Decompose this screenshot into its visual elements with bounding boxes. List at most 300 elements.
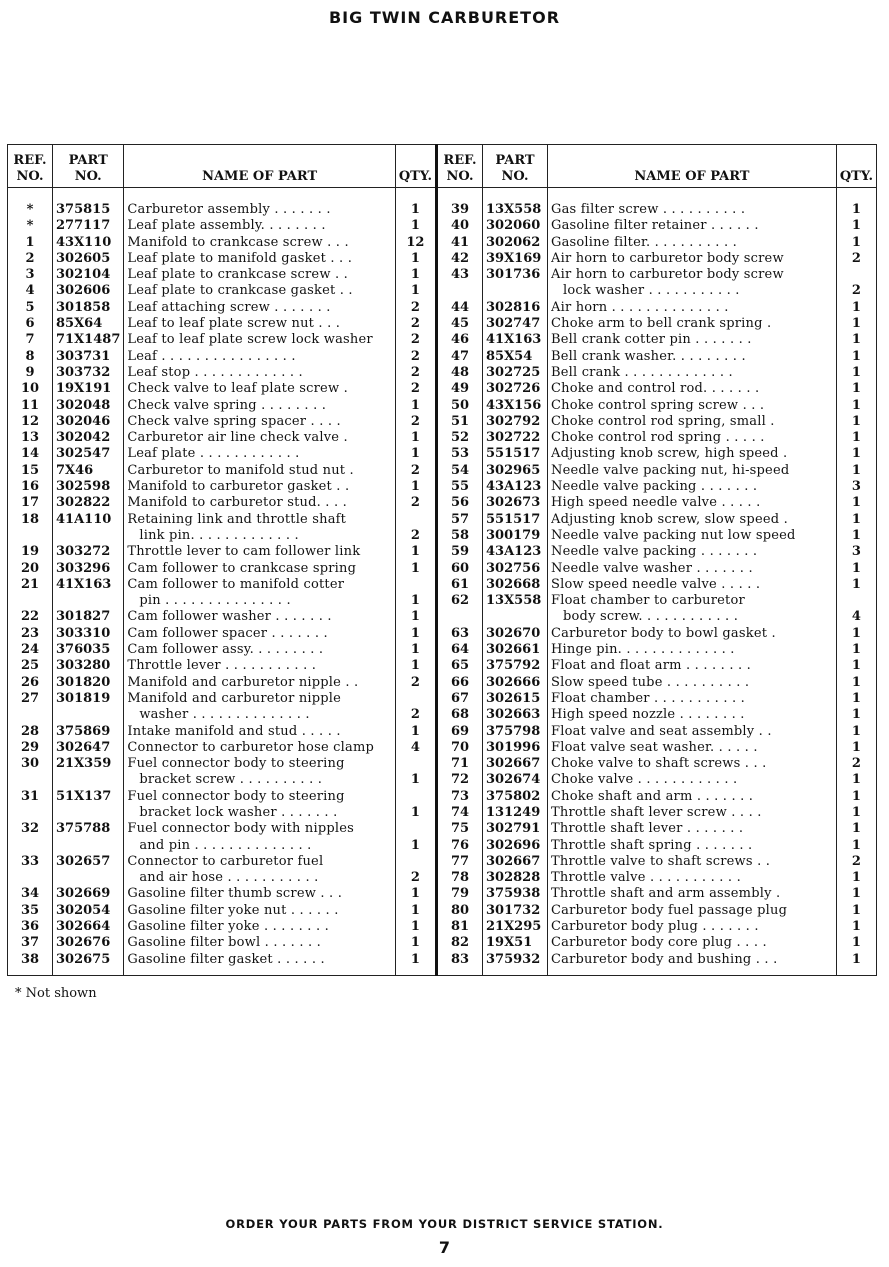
ref-no: 5 — [25, 299, 35, 315]
ref-no: 6 — [25, 316, 35, 332]
ref-no: 58 — [450, 527, 470, 543]
quantity: 1 — [851, 837, 861, 853]
table-header-row — [438, 145, 877, 188]
page-number: 7 — [438, 1238, 451, 1257]
part-no: 302791 — [486, 821, 541, 837]
spacer — [399, 512, 432, 528]
quantity: 1 — [410, 202, 420, 217]
part-name: Check valve to leaf plate screw . — [127, 381, 348, 397]
quantity: 1 — [410, 430, 420, 446]
quantity: 1 — [851, 234, 861, 250]
ref-no: 56 — [450, 495, 470, 511]
part-name: Carburetor body to bowl gasket . — [551, 625, 776, 641]
part-name: link pin. . . . . . . . . . . . . — [139, 527, 299, 543]
part-name: Cam follower to manifold cotter — [127, 576, 345, 592]
part-no: 302661 — [486, 642, 541, 658]
part-no: 303272 — [56, 544, 111, 560]
header-part-no — [483, 145, 548, 188]
ref-no: 31 — [20, 788, 40, 804]
spacer — [399, 854, 432, 870]
part-name: lock washer . . . . . . . . . . . — [563, 283, 740, 299]
col-name — [124, 188, 396, 976]
part-no: 375792 — [486, 658, 541, 674]
quantity: 1 — [851, 951, 861, 967]
ref-no: 24 — [20, 642, 40, 658]
ref-no: 18 — [20, 511, 40, 527]
part-name: High speed nozzle . . . . . . . . — [551, 707, 745, 723]
part-no: 41X163 — [486, 332, 542, 348]
quantity: 1 — [851, 560, 861, 576]
spacer — [11, 707, 49, 723]
quantity: 1 — [410, 560, 420, 576]
quantity: 1 — [851, 316, 861, 332]
ref-no: 50 — [450, 397, 470, 413]
quantity: 2 — [410, 527, 420, 543]
ref-no: 77 — [450, 853, 470, 869]
part-name: and air hose . . . . . . . . . . . — [139, 870, 319, 886]
ref-no: 68 — [450, 707, 470, 723]
part-no: 303732 — [56, 364, 111, 380]
ref-no: 79 — [450, 886, 470, 902]
part-no: 551517 — [486, 511, 541, 527]
spacer — [56, 838, 120, 854]
part-name: Manifold to crankcase screw . . . — [127, 234, 349, 250]
col-part — [53, 188, 124, 976]
part-name: Connector to carburetor fuel — [127, 853, 324, 869]
quantity: 1 — [410, 446, 420, 462]
quantity: 1 — [851, 430, 861, 446]
header-part-line1: PART — [495, 153, 535, 168]
quantity: 1 — [851, 788, 861, 804]
part-name: Choke arm to bell crank spring . — [551, 316, 772, 332]
part-name: Air horn to carburetor body screw — [551, 267, 784, 283]
part-name: Manifold to carburetor gasket . . — [127, 479, 350, 495]
part-name: Float chamber . . . . . . . . . . . — [551, 690, 745, 706]
part-name: Needle valve packing nut, hi-speed — [551, 462, 790, 478]
ref-no: 34 — [20, 886, 40, 902]
spacer — [56, 805, 120, 821]
part-name: Needle valve packing nut low speed — [551, 527, 796, 543]
part-name: Carburetor body plug . . . . . . . — [551, 919, 759, 935]
part-no: 302670 — [486, 625, 541, 641]
ref-no: 76 — [450, 837, 470, 853]
spacer — [399, 577, 432, 593]
part-no: 43X156 — [486, 397, 542, 413]
quantity: 1 — [851, 723, 861, 739]
quantity: 1 — [410, 218, 420, 234]
quantity: 1 — [410, 886, 420, 902]
quantity: 1 — [410, 935, 420, 951]
quantity: 1 — [851, 332, 861, 348]
ref-no: 46 — [450, 332, 470, 348]
part-no: 302792 — [486, 413, 541, 429]
part-no: 300179 — [486, 527, 541, 543]
part-no: 13X558 — [486, 202, 542, 217]
part-no: 302062 — [486, 234, 541, 250]
quantity: 1 — [851, 413, 861, 429]
quantity: 1 — [410, 642, 420, 658]
part-no: 302664 — [56, 919, 111, 935]
part-no: 302822 — [56, 495, 111, 511]
ref-no: 27 — [20, 690, 40, 706]
part-name: Manifold and carburetor nipple . . — [127, 674, 359, 690]
part-name: Leaf plate to manifold gasket . . . — [127, 250, 353, 266]
header-ref-line1: REF. — [443, 153, 477, 168]
ref-no: 48 — [450, 364, 470, 380]
quantity: 1 — [851, 804, 861, 820]
part-no: 19X191 — [56, 381, 112, 397]
part-name: Float valve and seat assembly . . — [551, 723, 772, 739]
part-name: body screw. . . . . . . . . . . . — [563, 609, 739, 625]
part-no: 302673 — [486, 495, 541, 511]
ref-no: 59 — [450, 544, 470, 560]
quantity: 1 — [851, 690, 861, 706]
ref-no: 14 — [20, 446, 40, 462]
ref-no: 26 — [20, 674, 40, 690]
quantity: 2 — [410, 462, 420, 478]
quantity: 1 — [410, 951, 420, 967]
spacer — [840, 267, 873, 283]
part-no: 85X64 — [56, 316, 103, 332]
quantity: 1 — [851, 218, 861, 234]
part-no: 71X1487 — [56, 332, 121, 348]
ref-no: 25 — [20, 658, 40, 674]
spacer — [399, 789, 432, 805]
header-qty: QTY. — [836, 145, 876, 188]
part-no: 302965 — [486, 462, 541, 478]
part-name: Choke control spring screw . . . — [551, 397, 765, 413]
ref-no: 83 — [450, 951, 470, 967]
table-header-row — [8, 145, 437, 188]
spacer — [56, 772, 120, 788]
ref-no: 73 — [450, 788, 470, 804]
ref-no: 36 — [20, 919, 40, 935]
ref-no: 21 — [20, 576, 40, 592]
col-ref — [8, 188, 53, 976]
part-no: 551517 — [486, 446, 541, 462]
quantity: 1 — [410, 544, 420, 560]
part-name: Adjusting knob screw, high speed . — [551, 446, 788, 462]
part-name: Leaf plate to crankcase screw . . — [127, 267, 348, 283]
part-name: Choke shaft and arm . . . . . . . — [551, 788, 754, 804]
ref-no: 47 — [450, 348, 470, 364]
part-name: Manifold and carburetor nipple — [127, 690, 342, 706]
part-name: Intake manifold and stud . . . . . — [127, 723, 341, 739]
ref-no: 44 — [450, 299, 470, 315]
part-name: bracket screw . . . . . . . . . . — [139, 772, 323, 788]
header-qty: QTY. — [395, 145, 436, 188]
part-name: High speed needle valve . . . . . — [551, 495, 761, 511]
quantity: 1 — [851, 658, 861, 674]
header-ref-no — [8, 145, 53, 188]
ref-no: 64 — [450, 642, 470, 658]
part-name: Gas filter screw . . . . . . . . . . — [551, 202, 746, 217]
ref-no: 61 — [450, 576, 470, 592]
part-name: Gasoline filter retainer . . . . . . — [551, 218, 759, 234]
part-name: Cam follower spacer . . . . . . . — [127, 625, 328, 641]
part-name: Carburetor to manifold stud nut . — [127, 462, 354, 478]
part-no: 375815 — [56, 202, 111, 217]
ref-no: 55 — [450, 479, 470, 495]
spacer — [11, 805, 49, 821]
quantity: 1 — [851, 462, 861, 478]
part-name: Cam follower washer . . . . . . . — [127, 609, 332, 625]
part-name: Carburetor air line check valve . — [127, 430, 348, 446]
quantity: 1 — [851, 902, 861, 918]
parts-table-right — [438, 144, 877, 976]
ref-no: 17 — [20, 495, 40, 511]
spacer — [441, 609, 479, 625]
ref-no: 16 — [20, 479, 40, 495]
part-name: Gasoline filter bowl . . . . . . . — [127, 935, 321, 951]
part-no: 302657 — [56, 853, 111, 869]
part-no: 302104 — [56, 267, 111, 283]
part-name: pin . . . . . . . . . . . . . . . — [139, 593, 291, 609]
quantity: 1 — [410, 250, 420, 266]
quantity: 1 — [410, 609, 420, 625]
part-name: Leaf attaching screw . . . . . . . — [127, 299, 331, 315]
quantity: 1 — [851, 919, 861, 935]
part-no: 43A123 — [486, 544, 542, 560]
part-no: 375938 — [486, 886, 541, 902]
quantity: 3 — [851, 544, 861, 560]
part-no: 302647 — [56, 739, 111, 755]
part-name: Choke valve . . . . . . . . . . . . — [551, 772, 738, 788]
parts-tables — [7, 144, 877, 976]
part-no: 302615 — [486, 690, 541, 706]
ref-no: 45 — [450, 316, 470, 332]
spacer — [56, 870, 120, 886]
quantity: 1 — [851, 576, 861, 592]
quantity: 1 — [851, 381, 861, 397]
spacer — [399, 691, 432, 707]
part-name: Cam follower to crankcase spring — [127, 560, 357, 576]
quantity: 2 — [851, 853, 861, 869]
part-name: Leaf plate assembly. . . . . . . . — [127, 218, 326, 234]
part-name: Throttle lever to cam follower link — [127, 544, 361, 560]
ref-no: 67 — [450, 690, 470, 706]
ref-no: 23 — [20, 625, 40, 641]
spacer — [11, 838, 49, 854]
part-no: 302667 — [486, 853, 541, 869]
quantity: 3 — [851, 479, 861, 495]
part-no: 301827 — [56, 609, 111, 625]
quantity: 2 — [410, 381, 420, 397]
part-name: bracket lock washer . . . . . . . — [139, 804, 338, 820]
ref-no: 9 — [25, 364, 35, 380]
part-no: 302726 — [486, 381, 541, 397]
part-name: Fuel connector body with nipples — [127, 821, 355, 837]
ref-no: 81 — [450, 919, 470, 935]
part-name: Connector to carburetor hose clamp — [127, 739, 375, 755]
quantity: 1 — [410, 919, 420, 935]
order-notice: ORDER YOUR PARTS FROM YOUR DISTRICT SERVICE STATION. — [225, 1217, 664, 1231]
ref-no: 78 — [450, 870, 470, 886]
part-name: Leaf plate . . . . . . . . . . . . — [127, 446, 300, 462]
ref-no: 52 — [450, 430, 470, 446]
parts-table-left — [7, 144, 438, 976]
quantity: 2 — [851, 250, 861, 266]
part-no: 375802 — [486, 788, 541, 804]
ref-no: 30 — [20, 756, 40, 772]
ref-no: 40 — [450, 218, 470, 234]
col-ref — [438, 188, 483, 976]
quantity: 1 — [851, 299, 861, 315]
ref-no: 12 — [20, 413, 40, 429]
ref-no: 51 — [450, 413, 470, 429]
header-ref-line1: REF. — [13, 153, 47, 168]
ref-no: 38 — [20, 951, 40, 967]
part-name: Retaining link and throttle shaft — [127, 511, 347, 527]
part-name: Needle valve packing . . . . . . . — [551, 479, 758, 495]
quantity: 1 — [851, 511, 861, 527]
table-body-right — [438, 188, 877, 976]
part-name: Throttle shaft spring . . . . . . . — [551, 837, 753, 853]
footnote-not-shown: * Not shown — [15, 986, 97, 1001]
ref-no: 29 — [20, 739, 40, 755]
part-no: 375798 — [486, 723, 541, 739]
quantity: 1 — [851, 527, 861, 543]
quantity: 2 — [410, 348, 420, 364]
part-no: 302669 — [56, 886, 111, 902]
part-no: 303310 — [56, 625, 111, 641]
part-no: 303731 — [56, 348, 111, 364]
quantity: 1 — [410, 397, 420, 413]
table-body-left — [8, 188, 437, 976]
part-name: Float chamber to carburetor — [551, 593, 745, 609]
ref-no: 32 — [20, 821, 40, 837]
quantity: 4 — [851, 609, 861, 625]
part-name: Throttle lever . . . . . . . . . . . — [127, 658, 317, 674]
part-no: 7X46 — [56, 462, 94, 478]
quantity: 1 — [851, 495, 861, 511]
quantity: 1 — [851, 364, 861, 380]
part-no: 41A110 — [56, 511, 112, 527]
quantity: 2 — [851, 756, 861, 772]
part-name: Float valve seat washer. . . . . . — [551, 739, 758, 755]
quantity: 2 — [410, 707, 420, 723]
ref-no: 41 — [450, 234, 470, 250]
ref-no: 75 — [450, 821, 470, 837]
part-no: 302725 — [486, 364, 541, 380]
quantity: 1 — [410, 837, 420, 853]
ref-no: 80 — [450, 902, 470, 918]
header-ref-line2: NO. — [446, 169, 474, 184]
part-name: Gasoline filter yoke nut . . . . . . — [127, 902, 339, 918]
quantity: 1 — [851, 772, 861, 788]
part-no: 302048 — [56, 397, 111, 413]
quantity: 2 — [410, 674, 420, 690]
quantity: 1 — [851, 625, 861, 641]
part-no: 302606 — [56, 283, 111, 299]
ref-no: 22 — [20, 609, 40, 625]
part-name: Leaf plate to crankcase gasket . . — [127, 283, 353, 299]
part-name: Choke control rod spring . . . . . — [551, 430, 765, 446]
header-part-line1: PART — [68, 153, 108, 168]
ref-no: 62 — [450, 593, 470, 609]
part-no: 302696 — [486, 837, 541, 853]
part-no: 302676 — [56, 935, 111, 951]
part-no: 302668 — [486, 576, 541, 592]
ref-no: 4 — [25, 283, 35, 299]
part-no: 302598 — [56, 479, 111, 495]
part-name: Check valve spring . . . . . . . . — [127, 397, 327, 413]
quantity: 1 — [410, 658, 420, 674]
ref-no: 35 — [20, 902, 40, 918]
ref-no: 70 — [450, 739, 470, 755]
quantity: 1 — [851, 886, 861, 902]
part-name: Choke control rod spring, small . — [551, 413, 775, 429]
quantity: 1 — [851, 935, 861, 951]
part-name: Carburetor body fuel passage plug — [551, 902, 788, 918]
part-name: Leaf . . . . . . . . . . . . . . . . — [127, 348, 296, 364]
ref-no: 8 — [25, 348, 35, 364]
quantity: 1 — [410, 804, 420, 820]
part-no: 302046 — [56, 413, 111, 429]
part-name: Carburetor body and bushing . . . — [551, 951, 778, 967]
quantity: 4 — [410, 739, 420, 755]
part-no: 302828 — [486, 870, 541, 886]
header-part-no — [53, 145, 124, 188]
quantity: 1 — [851, 739, 861, 755]
part-name: Gasoline filter. . . . . . . . . . . — [551, 234, 737, 250]
header-ref-line2: NO. — [16, 169, 44, 184]
ref-no: 42 — [450, 250, 470, 266]
part-name: Leaf to leaf plate screw lock washer — [127, 332, 373, 348]
part-no: 303296 — [56, 560, 111, 576]
spacer — [399, 756, 432, 772]
spacer — [56, 528, 120, 544]
part-name: Gasoline filter yoke . . . . . . . . — [127, 919, 329, 935]
quantity: 2 — [410, 413, 420, 429]
quantity: 1 — [851, 821, 861, 837]
part-no: 302666 — [486, 674, 541, 690]
ref-no: 33 — [20, 853, 40, 869]
part-no: 302722 — [486, 430, 541, 446]
ref-no: 74 — [450, 804, 470, 820]
part-name: Slow speed tube . . . . . . . . . . — [551, 674, 750, 690]
part-no: 301996 — [486, 739, 541, 755]
ref-no: * — [26, 218, 34, 234]
quantity: 1 — [410, 625, 420, 641]
header-name-of-part: NAME OF PART — [124, 145, 396, 188]
spacer — [11, 593, 49, 609]
part-no: 302060 — [486, 218, 541, 234]
ref-no: 15 — [20, 462, 40, 478]
part-no: 19X51 — [486, 935, 533, 951]
part-no: 302042 — [56, 430, 111, 446]
part-no: 41X163 — [56, 576, 112, 592]
part-name: Needle valve washer . . . . . . . — [551, 560, 753, 576]
ref-no: 60 — [450, 560, 470, 576]
part-name: Bell crank washer. . . . . . . . . — [551, 348, 746, 364]
spacer — [11, 772, 49, 788]
spacer — [56, 593, 120, 609]
part-name: Fuel connector body to steering — [127, 756, 345, 772]
quantity: 1 — [851, 397, 861, 413]
part-no: 302674 — [486, 772, 541, 788]
part-name: and pin . . . . . . . . . . . . . . — [139, 837, 312, 853]
quantity: 1 — [851, 348, 861, 364]
ref-no: 19 — [20, 544, 40, 560]
quantity: 1 — [410, 723, 420, 739]
part-no: 13X558 — [486, 593, 542, 609]
part-name: Throttle shaft lever screw . . . . — [551, 804, 762, 820]
ref-no: 11 — [20, 397, 40, 413]
ref-no: 20 — [20, 560, 40, 576]
part-name: Slow speed needle valve . . . . . — [551, 576, 761, 592]
part-no: 302054 — [56, 902, 111, 918]
